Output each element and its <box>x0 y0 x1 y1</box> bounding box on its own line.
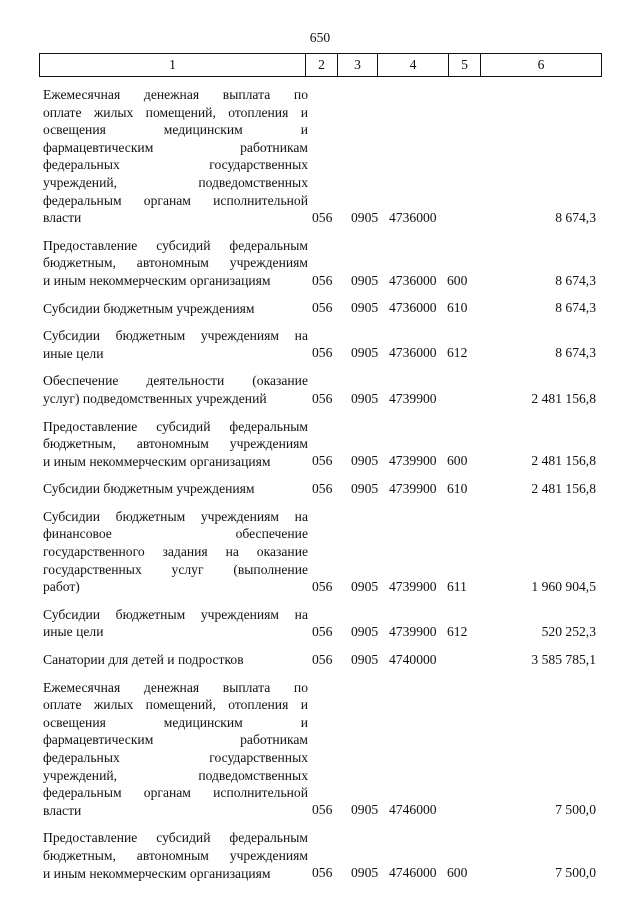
amount: 2 481 156,8 <box>531 390 596 406</box>
page-number: 650 <box>309 30 331 45</box>
row-name-line: услуг) подведомственных учреждений <box>43 390 267 406</box>
row-name-line: учреждений, подведомственных <box>43 767 308 783</box>
grbs-code: 056 <box>312 209 333 225</box>
table-row <box>0 327 640 362</box>
column-header-row <box>40 54 602 77</box>
row-name-line: освещения медицинским и <box>43 122 308 138</box>
grbs-code: 056 <box>312 480 333 496</box>
target-code: 4736000 <box>389 300 437 316</box>
row-name-line: и иным некоммерческим организациям <box>43 272 271 288</box>
target-code: 4739900 <box>389 390 437 406</box>
budget-rows <box>0 86 640 892</box>
column-header-2: 2 <box>306 54 338 77</box>
row-name-line: федеральным органам исполнительной <box>43 192 308 208</box>
expense-type-code: 610 <box>447 300 468 316</box>
section-code: 0905 <box>351 651 379 667</box>
amount: 1 960 904,5 <box>531 578 596 594</box>
section-code: 0905 <box>351 300 379 316</box>
table-row <box>0 651 640 669</box>
column-header-5: 5 <box>449 54 481 77</box>
table-row <box>0 508 640 596</box>
amount: 7 500,0 <box>555 802 596 818</box>
row-name-line: и иным некоммерческим организациям <box>43 453 271 469</box>
target-code: 4739900 <box>389 578 437 594</box>
column-header-1: 1 <box>40 54 306 77</box>
amount: 8 674,3 <box>555 209 596 225</box>
row-name-line: федеральным органам исполнительной <box>43 785 308 801</box>
section-code: 0905 <box>351 578 379 594</box>
table-row <box>0 829 640 882</box>
row-name-line: Субсидии бюджетным учреждениям <box>43 300 255 316</box>
table-row <box>0 679 640 820</box>
table-row <box>0 237 640 290</box>
table-row <box>0 418 640 471</box>
row-codes <box>0 452 640 470</box>
grbs-code: 056 <box>312 300 333 316</box>
row-name-line: оплате жилых помещений, отопления и <box>43 104 308 120</box>
table-row <box>0 480 640 498</box>
row-codes <box>0 272 640 290</box>
row-codes <box>0 299 640 317</box>
grbs-code: 056 <box>312 865 333 881</box>
grbs-code: 056 <box>312 390 333 406</box>
row-codes <box>0 578 640 596</box>
row-name-line: Субсидии бюджетным учреждениям на <box>43 606 308 622</box>
target-code: 4746000 <box>389 865 437 881</box>
row-name-line: Ежемесячная денежная выплата по <box>43 679 308 695</box>
row-name-line: государственных услуг (выполнение <box>43 561 308 577</box>
target-code: 4740000 <box>389 651 437 667</box>
row-name-line: Субсидии бюджетным учреждениям на <box>43 328 308 344</box>
row-name-line: Обеспечение деятельности (оказание <box>43 373 308 389</box>
expense-type-code: 611 <box>447 578 467 594</box>
row-name <box>43 86 308 227</box>
row-name-line: Предоставление субсидий федеральным <box>43 830 308 846</box>
row-name-line: оплате жилых помещений, отопления и <box>43 697 308 713</box>
row-codes <box>0 390 640 408</box>
row-name-line: власти <box>43 210 82 226</box>
amount: 7 500,0 <box>555 865 596 881</box>
section-code: 0905 <box>351 272 379 288</box>
row-name-line: Субсидии бюджетным учреждениям <box>43 481 255 497</box>
section-code: 0905 <box>351 802 379 818</box>
target-code: 4739900 <box>389 453 437 469</box>
row-name-line: Субсидии бюджетным учреждениям на <box>43 508 308 524</box>
row-name-line: федеральных государственных <box>43 750 308 765</box>
column-header-table <box>39 53 602 77</box>
target-code: 4739900 <box>389 624 437 640</box>
row-name-line: освещения медицинским и <box>43 714 308 730</box>
grbs-code: 056 <box>312 453 333 469</box>
target-code: 4736000 <box>389 209 437 225</box>
column-header-4: 4 <box>378 54 449 77</box>
row-name-line: работ) <box>43 579 80 595</box>
row-name-line: фармацевтическим работникам <box>43 732 308 748</box>
table-row <box>0 86 640 227</box>
table-row <box>0 606 640 641</box>
row-name-line: и иным некоммерческим организациям <box>43 865 271 881</box>
amount: 8 674,3 <box>555 345 596 361</box>
section-code: 0905 <box>351 345 379 361</box>
row-name-line: Ежемесячная денежная выплата по <box>43 87 308 102</box>
grbs-code: 056 <box>312 624 333 640</box>
row-name-line: государственного задания на оказание <box>43 544 308 560</box>
target-code: 4739900 <box>389 480 437 496</box>
amount: 8 674,3 <box>555 272 596 288</box>
grbs-code: 056 <box>312 578 333 594</box>
section-code: 0905 <box>351 480 379 496</box>
row-name-line: бюджетным, автономным учреждениям <box>43 255 308 271</box>
table-row <box>0 372 640 407</box>
row-codes <box>0 864 640 882</box>
row-name-line: финансовое обеспечение <box>43 526 308 542</box>
amount: 2 481 156,8 <box>531 480 596 496</box>
section-code: 0905 <box>351 453 379 469</box>
expense-type-code: 612 <box>447 345 468 361</box>
row-name-line: власти <box>43 802 82 818</box>
amount: 520 252,3 <box>541 624 596 640</box>
table-row <box>0 300 640 318</box>
row-name-line: иные цели <box>43 345 104 361</box>
grbs-code: 056 <box>312 802 333 818</box>
section-code: 0905 <box>351 390 379 406</box>
grbs-code: 056 <box>312 345 333 361</box>
expense-type-code: 612 <box>447 624 468 640</box>
grbs-code: 056 <box>312 651 333 667</box>
row-name-line: бюджетным, автономным учреждениям <box>43 847 308 863</box>
target-code: 4736000 <box>389 345 437 361</box>
target-code: 4746000 <box>389 802 437 818</box>
row-name-line: федеральных государственных <box>43 157 308 173</box>
row-name-line: Санатории для детей и подростков <box>43 652 244 668</box>
expense-type-code: 600 <box>447 865 468 881</box>
section-code: 0905 <box>351 209 379 225</box>
target-code: 4736000 <box>389 272 437 288</box>
row-name-line: иные цели <box>43 624 104 640</box>
row-codes <box>0 480 640 498</box>
column-header-3: 3 <box>338 54 378 77</box>
row-name-line: Предоставление субсидий федеральным <box>43 237 308 253</box>
row-name <box>43 679 308 820</box>
expense-type-code: 600 <box>447 272 468 288</box>
column-header-6: 6 <box>481 54 602 77</box>
amount: 3 585 785,1 <box>531 651 596 667</box>
expense-type-code: 600 <box>447 453 468 469</box>
row-codes <box>0 209 640 227</box>
row-codes <box>0 623 640 641</box>
row-codes <box>0 344 640 362</box>
row-name-line: Предоставление субсидий федеральным <box>43 418 308 434</box>
amount: 2 481 156,8 <box>531 453 596 469</box>
row-codes <box>0 651 640 669</box>
section-code: 0905 <box>351 865 379 881</box>
row-name-line: учреждений, подведомственных <box>43 174 308 190</box>
row-codes <box>0 801 640 819</box>
section-code: 0905 <box>351 624 379 640</box>
amount: 8 674,3 <box>555 300 596 316</box>
expense-type-code: 610 <box>447 480 468 496</box>
grbs-code: 056 <box>312 272 333 288</box>
row-name-line: фармацевтическим работникам <box>43 139 308 155</box>
row-name-line: бюджетным, автономным учреждениям <box>43 436 308 452</box>
